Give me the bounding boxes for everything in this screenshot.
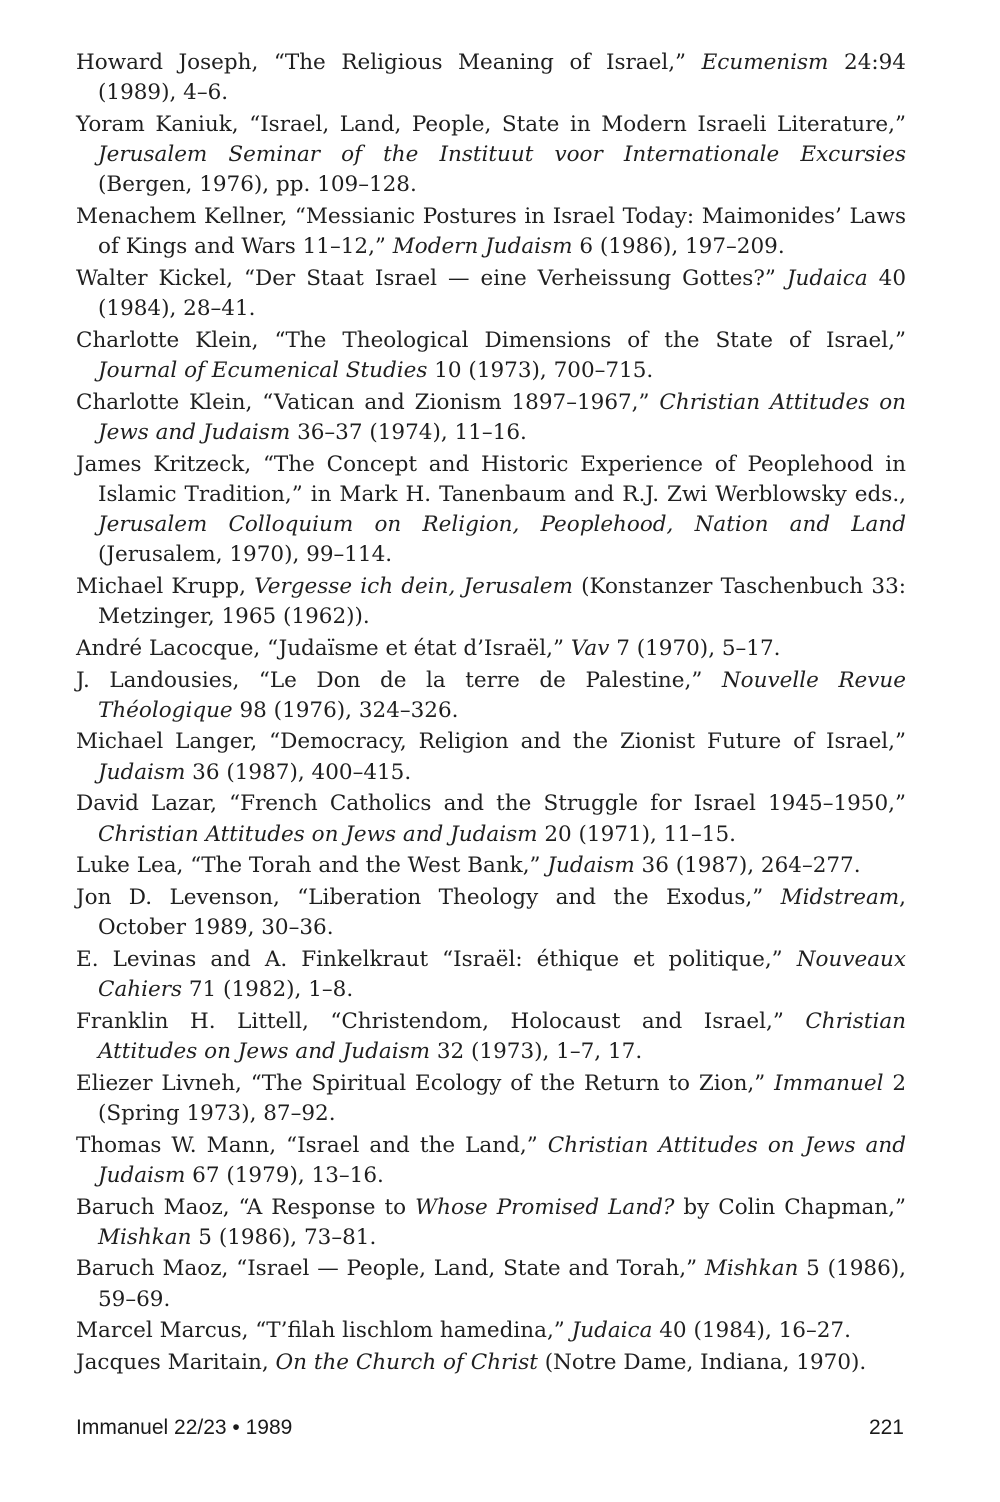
publication-title: Vav bbox=[570, 635, 610, 661]
entry-text: 98 (1976), 324–326. bbox=[232, 697, 459, 723]
entry-text: 67 (1979), 13–16. bbox=[185, 1162, 384, 1188]
publication-title: Christian Attitudes on Jews and Judaism bbox=[98, 821, 538, 847]
entry-text: 71 (1982), 1–8. bbox=[182, 977, 354, 1003]
entry-text: (Bergen, 1976), pp. 109–128. bbox=[98, 172, 417, 198]
publication-title: Whose Promised Land? bbox=[415, 1194, 675, 1220]
entry-text: 2 (Spring 1973), 87–92. bbox=[98, 1070, 907, 1126]
bibliography-entry bbox=[76, 1193, 906, 1253]
entry-text: 20 (1971), 11–15. bbox=[537, 821, 736, 847]
publication-title: Christian Attitudes on Jews and Judaism bbox=[98, 1132, 906, 1188]
publication-title: Judaica bbox=[571, 1318, 653, 1344]
entry-text: 36 (1987), 400–415. bbox=[185, 759, 412, 785]
bibliography-entry bbox=[76, 264, 906, 324]
publication-title: Nouveaux Cahiers bbox=[98, 946, 906, 1003]
publication-title: Mishkan bbox=[704, 1256, 799, 1282]
entry-text: by Colin Chapman,” bbox=[674, 1194, 906, 1220]
publication-title: Judaica bbox=[786, 265, 868, 291]
entry-text: Michael Langer, “Democracy, Religion and the Zionist Future of Israel,” bbox=[76, 729, 906, 755]
bibliography-entry bbox=[76, 1069, 906, 1129]
entry-text: Jacques Maritain, bbox=[76, 1350, 276, 1376]
bibliography-entry bbox=[76, 789, 906, 849]
entry-text: J. Landousies, “Le Don de la terre de Palestine,” bbox=[76, 667, 722, 693]
publication-title: Midstream bbox=[780, 884, 900, 910]
entry-text: 40 (1984), 28–41. bbox=[98, 265, 907, 322]
entry-text: , October 1989, 30–36. bbox=[98, 884, 906, 941]
entry-text: Baruch Maoz, “A Response to bbox=[76, 1194, 416, 1220]
bibliography-entry bbox=[76, 634, 906, 664]
publication-title: Christian Attitudes on Jews and Judaism bbox=[98, 389, 907, 445]
entry-text: 24:94 (1989), 4–6. bbox=[98, 50, 906, 106]
bibliography-entry bbox=[76, 727, 906, 787]
entry-text: (Konstanzer Taschenbuch 33: Metzinger, 1965 (1962)). bbox=[98, 573, 906, 630]
publication-title: On the Church of Christ bbox=[275, 1350, 538, 1376]
entry-text: 5 (1986), 73–81. bbox=[191, 1224, 377, 1250]
journal-issue-label: Immanuel 22/23 • 1989 bbox=[76, 1416, 293, 1439]
entry-text: 7 (1970), 5–17. bbox=[609, 635, 781, 661]
bibliography-entry bbox=[76, 851, 906, 881]
bibliography-entry bbox=[76, 883, 906, 943]
publication-title: Nouvelle Revue Théologique bbox=[98, 667, 906, 723]
bibliography-entry bbox=[76, 1348, 906, 1378]
bibliography-entry bbox=[76, 666, 906, 726]
publication-title: Mishkan bbox=[98, 1224, 192, 1250]
entry-text: Franklin H. Littell, “Christendom, Holocaust and Israel,” bbox=[76, 1008, 806, 1034]
publication-title: Journal of Ecumenical Studies bbox=[98, 358, 428, 384]
entry-text: 36 (1987), 264–277. bbox=[634, 853, 861, 879]
publication-title: Judaism bbox=[98, 759, 186, 785]
bibliography-entry bbox=[76, 945, 906, 1005]
bibliography-entry bbox=[76, 450, 906, 571]
publication-title: Jerusalem Seminar of the Instituut voor Internationale Excursies bbox=[98, 142, 906, 168]
entry-text: Jon D. Levenson, “Liberation Theology and the Exodus,” bbox=[76, 884, 781, 910]
publication-title: Ecumenism bbox=[701, 50, 829, 75]
entry-text: David Lazar, “French Catholics and the Struggle for Israel 1945–1950,” bbox=[76, 791, 906, 817]
entry-text: Charlotte Klein, “Vatican and Zionism 1897–1967,” bbox=[76, 389, 660, 415]
entry-text: 36–37 (1974), 11–16. bbox=[290, 419, 527, 445]
entry-text: André Lacocque, “Judaïsme et état d’Israël,” bbox=[76, 635, 571, 661]
bibliography-entry bbox=[76, 48, 906, 108]
entry-text: Eliezer Livneh, “The Spiritual Ecology of the Return to Zion,” bbox=[76, 1070, 775, 1096]
entry-text: 6 (1986), 197–209. bbox=[572, 234, 785, 260]
entry-text: James Kritzeck, “The Concept and Historic Experience of Peoplehood in Islamic Tradition,” in Mark H. Tanenbaum and R.J. Zwi Werblowsky eds., bbox=[76, 451, 906, 507]
page-number: 221 bbox=[868, 1416, 904, 1439]
publication-title: Judaism bbox=[547, 853, 635, 879]
publication-title: Christian Attitudes on Jews and Judaism bbox=[98, 1008, 906, 1064]
bibliography-entry bbox=[76, 202, 906, 262]
entry-text: Baruch Maoz, “Israel — People, Land, State and Torah,” bbox=[76, 1256, 705, 1282]
bibliography-entry bbox=[76, 572, 906, 632]
entry-text: (Notre Dame, Indiana, 1970). bbox=[537, 1350, 867, 1376]
entry-text: 32 (1973), 1–7, 17. bbox=[430, 1039, 643, 1064]
entry-text: 10 (1973), 700–715. bbox=[427, 358, 654, 384]
entry-text: Charlotte Klein, “The Theological Dimensions of the State of Israel,” bbox=[76, 327, 906, 353]
entry-text: Yoram Kaniuk, “Israel, Land, People, State in Modern Israeli Literature,” bbox=[76, 111, 906, 137]
bibliography-list bbox=[76, 48, 906, 1380]
publication-title: Vergesse ich dein, Jerusalem bbox=[254, 573, 573, 599]
bibliography-entry bbox=[76, 1007, 906, 1067]
entry-text: Menachem Kellner, “Messianic Postures in Israel Today: Maimonides’ Laws of Kings and Wars 11–12,” bbox=[76, 204, 906, 260]
publication-title: Modern Judaism bbox=[392, 234, 573, 260]
entry-text: 5 (1986), 59–69. bbox=[98, 1256, 906, 1312]
bibliography-entry bbox=[76, 326, 906, 386]
bibliography-entry bbox=[76, 1316, 906, 1346]
entry-text: (Jerusalem, 1970), 99–114. bbox=[98, 542, 393, 568]
bibliography-entry bbox=[76, 388, 906, 448]
entry-text: Howard Joseph, “The Religious Meaning of Israel,” bbox=[76, 50, 702, 75]
bibliography-entry bbox=[76, 110, 906, 201]
page-footer bbox=[76, 1416, 904, 1446]
entry-text: Luke Lea, “The Torah and the West Bank,” bbox=[76, 853, 548, 879]
bibliography-entry bbox=[76, 1131, 906, 1191]
entry-text: Walter Kickel, “Der Staat Israel — eine Verheissung Gottes?” bbox=[76, 265, 787, 291]
entry-text: Thomas W. Mann, “Israel and the Land,” bbox=[76, 1132, 548, 1158]
entry-text: 40 (1984), 16–27. bbox=[652, 1318, 851, 1344]
publication-title: Immanuel bbox=[774, 1070, 884, 1096]
entry-text: Michael Krupp, bbox=[76, 573, 255, 599]
bibliography-entry bbox=[76, 1254, 906, 1314]
entry-text: Marcel Marcus, “T’filah lischlom hamedina,” bbox=[76, 1318, 572, 1344]
publication-title: Jerusalem Colloquium on Religion, Peoplehood, Nation and Land bbox=[98, 512, 906, 538]
entry-text: E. Levinas and A. Finkelkraut “Israël: éthique et politique,” bbox=[76, 946, 797, 972]
